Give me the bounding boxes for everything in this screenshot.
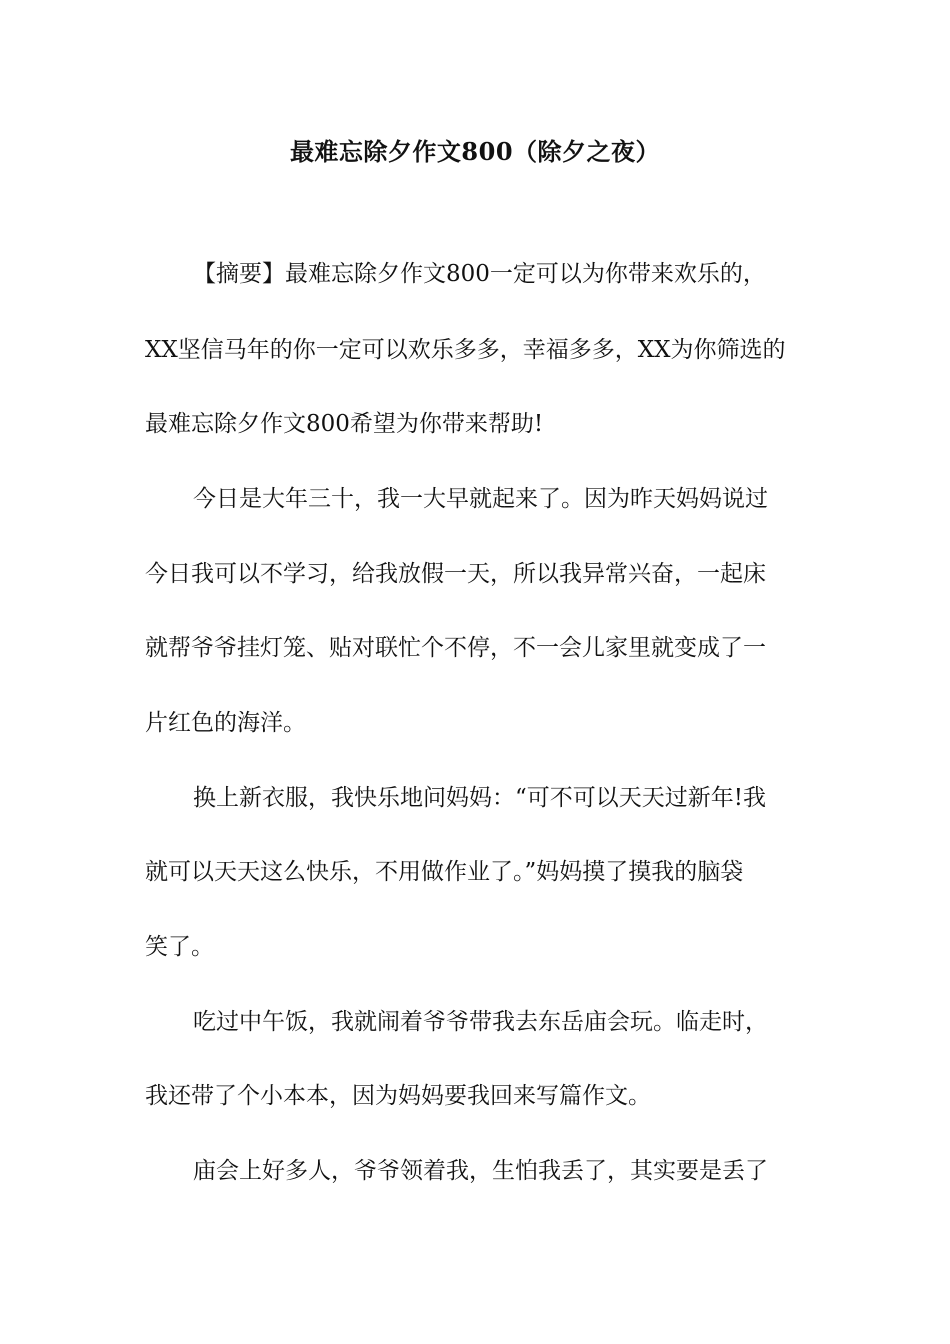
document-title: 最难忘除夕作文800（除夕之夜）: [289, 137, 661, 166]
text-line: 吃过中午饭，我就闹着爷爷带我去东岳庙会玩。临走时，: [193, 1009, 768, 1035]
text-line: 我还带了个小本本，因为妈妈要我回来写篇作文。: [145, 1083, 651, 1109]
text-line: XX坚信马年的你一定可以欢乐多多，幸福多多，XX为你筛选的: [145, 337, 786, 363]
text-line: 今日我可以不学习，给我放假一天，所以我异常兴奋，一起床: [145, 561, 766, 587]
text-line: 就帮爷爷挂灯笼、贴对联忙个不停，不一会儿家里就变成了一: [145, 635, 766, 661]
text-line: 【摘要】最难忘除夕作文800一定可以为你带来欢乐的，: [193, 261, 766, 287]
text-line: 今日是大年三十，我一大早就起来了。因为昨天妈妈说过: [193, 486, 768, 512]
text-line: 换上新衣服，我快乐地问妈妈：“可不可以天天过新年!我: [193, 785, 767, 811]
text-line: 就可以天天这么快乐，不用做作业了。”妈妈摸了摸我的脑袋: [145, 859, 744, 885]
text-line: 笑了。: [145, 934, 214, 960]
text-line: 庙会上好多人，爷爷领着我，生怕我丢了，其实要是丢了: [193, 1158, 768, 1184]
text-line: 最难忘除夕作文800希望为你带来帮助!: [145, 411, 544, 437]
text-line: 片红色的海洋。: [145, 710, 306, 736]
